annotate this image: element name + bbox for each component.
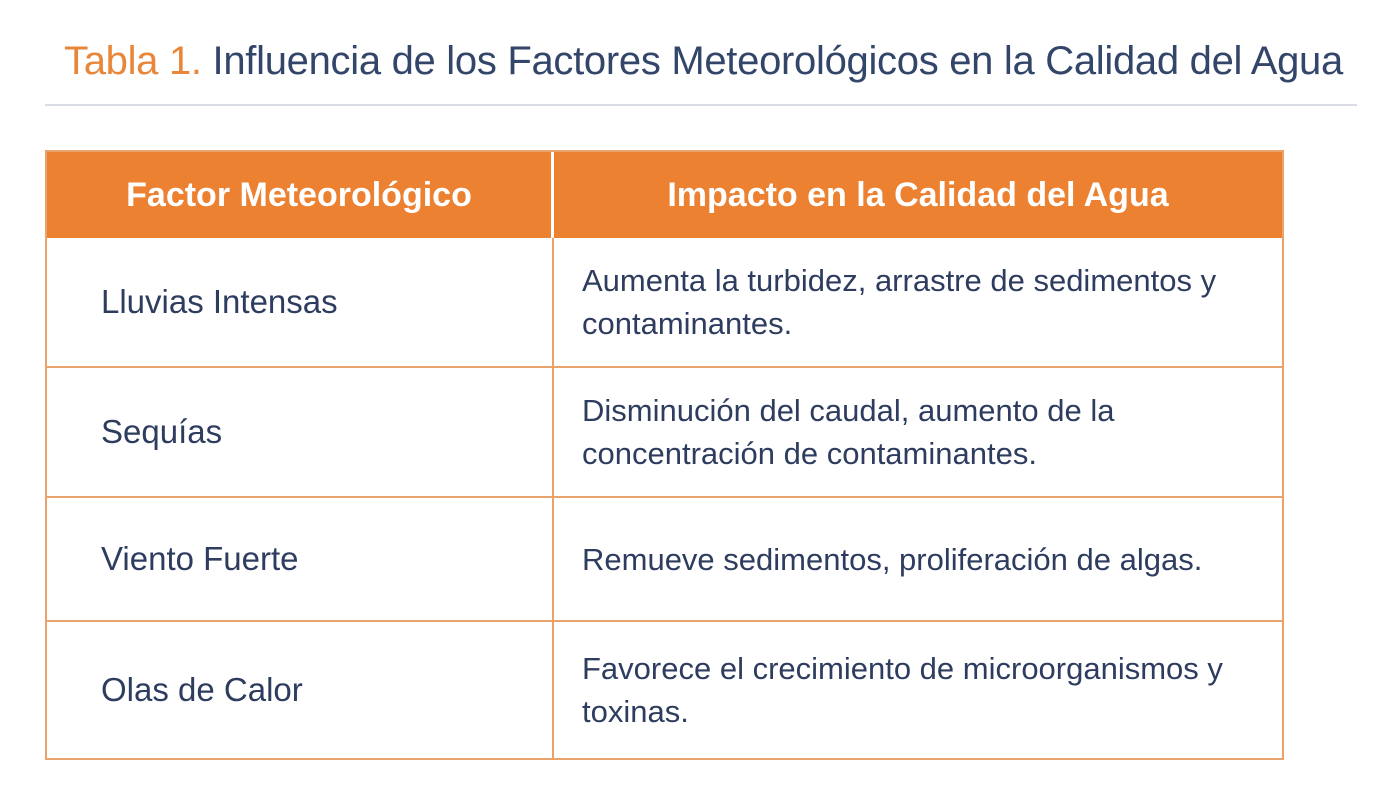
table-row	[47, 498, 1282, 622]
table-title-label: Tabla 1.	[64, 39, 202, 83]
impact-cell: Aumenta la turbidez, arrastre de sedimentos y contaminantes.	[582, 263, 1217, 341]
table-header-row	[47, 152, 1282, 238]
table-title-text: Influencia de los Factores Meteorológicos en la Calidad del Agua	[212, 39, 1343, 83]
header-factor: Factor Meteorológico	[47, 152, 554, 238]
table-row	[47, 368, 1282, 498]
impact-cell: Favorece el crecimiento de microorganismos y toxinas.	[582, 651, 1223, 729]
factor-cell: Sequías	[47, 368, 554, 496]
table-row	[47, 238, 1282, 368]
title-divider	[45, 104, 1357, 106]
impact-cell: Remueve sedimentos, proliferación de algas.	[582, 541, 1203, 577]
impact-cell: Disminución del caudal, aumento de la concentración de contaminantes.	[582, 393, 1115, 471]
header-impact: Impacto en la Calidad del Agua	[667, 175, 1169, 214]
table-title	[64, 36, 1343, 86]
factor-cell: Olas de Calor	[47, 622, 554, 758]
factor-cell: Viento Fuerte	[47, 498, 554, 620]
table-row	[47, 622, 1282, 758]
data-table	[45, 150, 1284, 760]
factor-cell: Lluvias Intensas	[47, 238, 554, 366]
